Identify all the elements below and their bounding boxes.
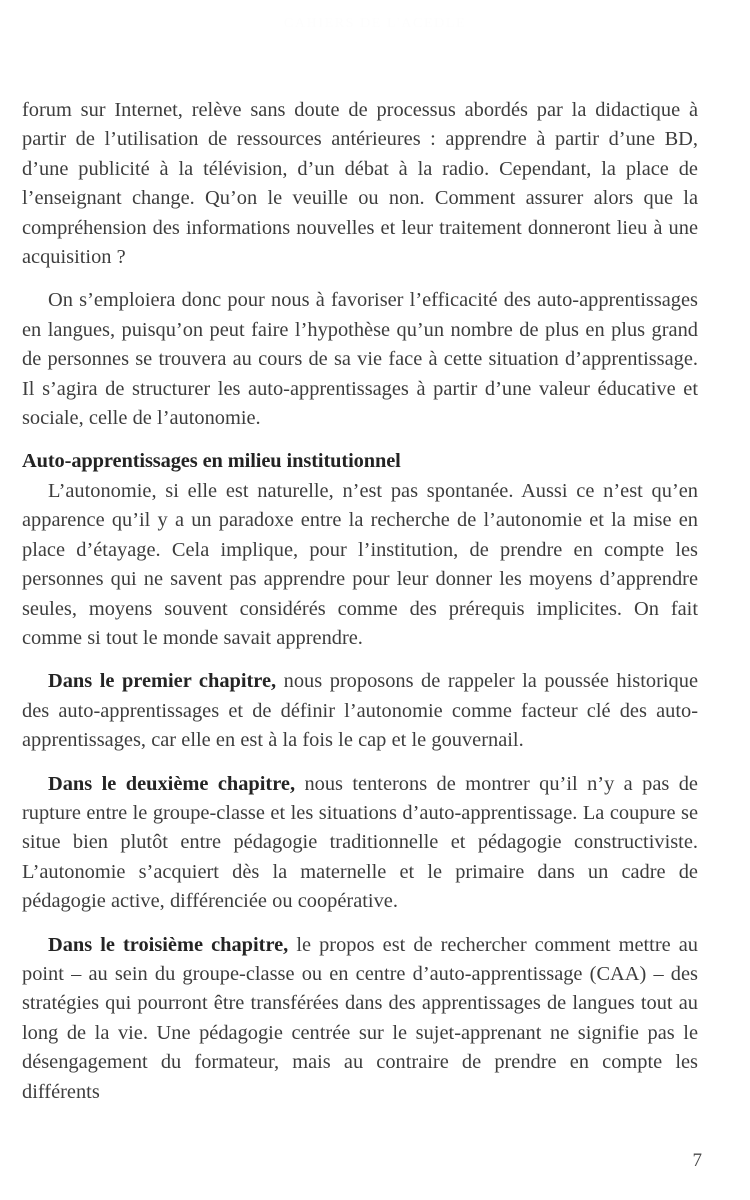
paragraph-deuxieme-chapitre-body: nous tenterons de montrer qu’il n’y a pas de rupture entre le groupe-classe et les situations d’auto-apprentissage. La coupure se situe bien plutôt entre pédagogie traditionnelle et pédagogie constructiviste. L’autonomie s’acquiert dès la maternelle et le primaire dans un cadre de pédagogie active, différenciée ou coopérative. bbox=[22, 772, 698, 913]
page-number: 7 bbox=[692, 1150, 702, 1171]
body-text-column bbox=[22, 96, 698, 1107]
lead-in-troisieme-chapitre: Dans le troisième chapitre, bbox=[48, 933, 289, 956]
paragraph-on-semploiera: On s’emploiera donc pour nous à favoriser l’efficacité des auto-apprentissages en langues, puisqu’on peut faire l’hypothèse qu’un nombre de plus en plus grand de personnes se trouvera au cours de sa vie face à cette situation d’apprentissage. Il s’agira de structurer les auto-apprentissages à partir d’une valeur éducative et sociale, celle de l’autonomie. bbox=[22, 289, 698, 430]
lead-in-premier-chapitre: Dans le premier chapitre, bbox=[48, 670, 277, 693]
paragraph-troisieme-chapitre-body: le propos est de rechercher comment mettre au point – au sein du groupe-classe ou en centre d’auto-apprentissage (CAA) – des stratégies qui pourront être transférées dans des apprentissages de langues tout au long de la vie. Une pédagogie centrée sur le sujet-apprenant ne signifie pas le désengagement du formateur, mais au contraire de prendre en compte les différents bbox=[22, 933, 698, 1103]
paragraph-deuxieme-chapitre bbox=[22, 770, 698, 917]
paragraph-troisieme-chapitre bbox=[22, 931, 698, 1107]
paragraph-lautonomie: L’autonomie, si elle est naturelle, n’est pas spontanée. Aussi ce n’est qu’en apparence qu’il y a un paradoxe entre la recherche de l’autonomie et la mise en place d’étayage. Cela implique, pour l’institution, de prendre en compte les personnes qui ne savent pas apprendre pour leur donner les moyens d’apprendre seules, moyens souvent considérés comme des prérequis implicites. On fait comme si tout le monde savait apprendre. bbox=[22, 479, 698, 649]
paragraph-forum-internet: forum sur Internet, relève sans doute de processus abordés par la didactique à partir de l’utilisation de ressources antérieures : apprendre à partir d’une BD, d’une publicité à la télévision, d’un débat à la radio. Cependant, la place de l’enseignant change. Qu’on le veuille ou non. Comment assurer alors que la compréhension des informations nouvelles et leur traitement donneront lieu à une acquisition ? bbox=[22, 99, 698, 269]
paragraph-premier-chapitre-body: nous proposons de rappeler la poussée historique des auto-apprentissages et de définir l’autonomie comme facteur clé des auto-apprentissages, car elle en est à la fois le cap et le gouvernail. bbox=[22, 670, 698, 752]
lead-in-deuxieme-chapitre: Dans le deuxième chapitre, bbox=[48, 772, 296, 795]
paragraph-premier-chapitre bbox=[22, 667, 698, 755]
running-head: CAHIERS DE L'ACEDLE bbox=[283, 16, 467, 31]
section-heading: Auto-apprentissages en milieu institutionnel bbox=[22, 450, 401, 473]
